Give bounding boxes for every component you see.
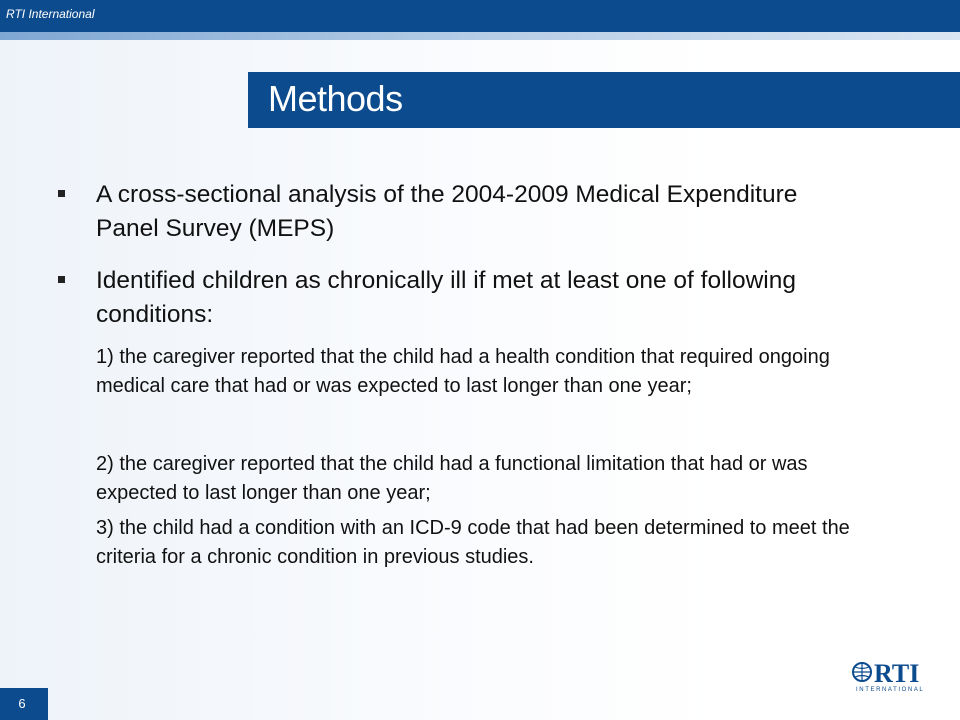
rti-international-logo [852, 658, 956, 694]
org-label: RTI International [6, 7, 95, 21]
title-band [248, 72, 960, 128]
page-number: 6 [18, 696, 26, 711]
slide-title: Methods [268, 78, 403, 119]
condition-item: 3) the child had a condition with an ICD-9 code that had been determined to meet the criteria for a chronic condition in previous studies. [96, 517, 850, 568]
header-accent-stripe [0, 32, 960, 40]
condition-item: 2) the caregiver reported that the child had a functional limitation that had or was expected to last longer than one year; [96, 453, 808, 504]
bullet-text: Identified children as chronically ill if met at least one of following conditions: [96, 267, 796, 328]
header-bar [0, 0, 960, 32]
condition-item: 1) the caregiver reported that the child had a health condition that required ongoing medical care that had or was expected to last longer than one year; [96, 346, 830, 397]
svg-text:RTI: RTI [874, 659, 920, 688]
svg-text:INTERNATIONAL: INTERNATIONAL [856, 687, 925, 693]
globe-icon [853, 663, 871, 681]
bullet-square-icon [58, 276, 65, 283]
bullet-text: A cross-sectional analysis of the 2004-2009 Medical Expenditure Panel Survey (MEPS) [96, 181, 798, 242]
page-number-box [0, 688, 48, 720]
bullet-square-icon [58, 190, 65, 197]
